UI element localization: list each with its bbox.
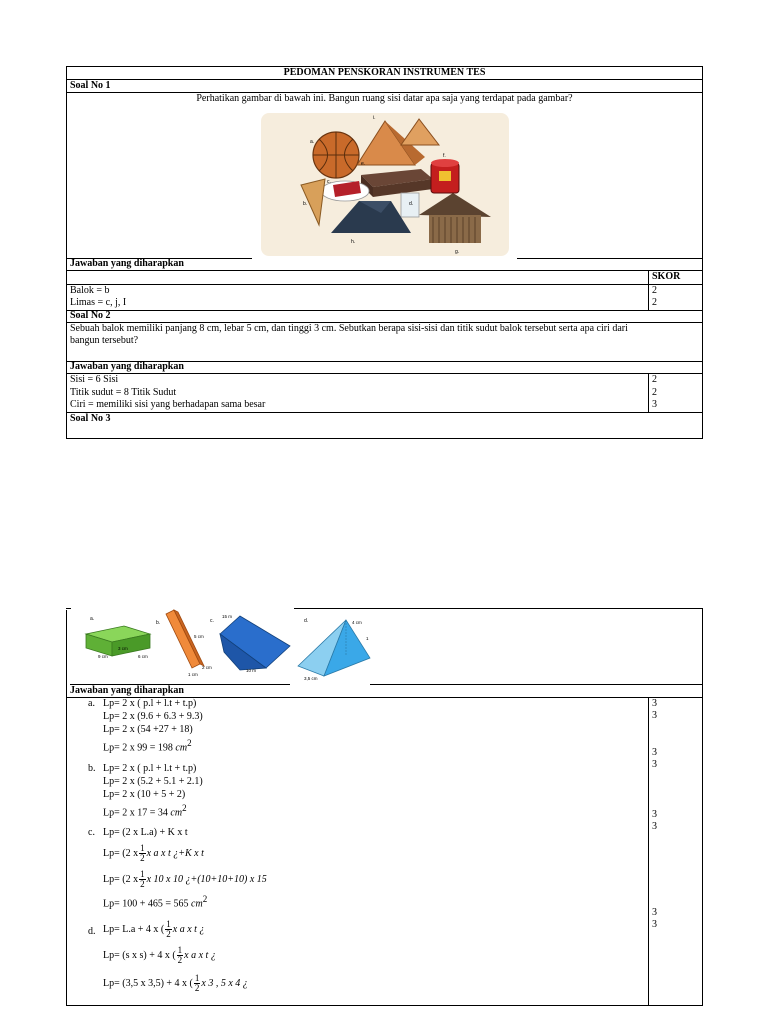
part-c-line1: Lp= (2 x L.a) + K x t: [103, 827, 188, 838]
score-sisi: 2: [652, 374, 657, 385]
part-a-line1: Lp= 2 x ( p.l + l.t + t.p): [103, 698, 197, 709]
label-f: f.: [443, 153, 446, 159]
answer-ciri: Ciri = memiliki sisi yang berhadapan sama besar: [70, 399, 266, 410]
soal-2-label: Soal No 2: [70, 310, 111, 321]
part-a-score2: 3: [652, 710, 657, 721]
fig-a-label: a.: [90, 616, 95, 622]
label-h: h.: [351, 239, 356, 245]
label-a: a.: [310, 139, 315, 145]
part-c-score1: 3: [652, 809, 657, 820]
score-limas: 2: [652, 297, 657, 308]
part-d-line1: Lp= L.a + 4 x ( $\frac{1}{2}$ x a x t ¿: [103, 919, 205, 939]
score-balok: 2: [652, 285, 657, 296]
soal-2-question-line1: Sebuah balok memiliki panjang 8 cm, lebar 5 cm, dan tinggi 3 cm. Sebutkan berapa sisi-sisi dan titik sudut balok tersebut serta apa ciri dari: [70, 323, 628, 334]
answer-sisi: Sisi = 6 Sisi: [70, 374, 119, 385]
label-b: b.: [303, 201, 308, 207]
fig-b-dim3: 1 cm: [188, 672, 198, 677]
label-d: d.: [409, 201, 414, 207]
soal-1-label: Soal No 1: [70, 80, 111, 91]
fig-b-label: b.: [156, 620, 161, 626]
fig-c-dim1: 15 m: [222, 614, 233, 619]
soal-2-answer-header: Jawaban yang diharapkan: [70, 361, 184, 372]
soal-1-answer-header: Jawaban yang diharapkan: [70, 258, 184, 269]
solids-figures: [70, 606, 380, 686]
part-a-score1: 3: [652, 698, 657, 709]
fig-c-dim2: 10 m: [246, 668, 257, 673]
answer-limas: Limas = c, j, I: [70, 297, 127, 308]
part-d-score2: 3: [652, 919, 657, 930]
fig-d-dim2: 3,5 cm: [304, 676, 318, 681]
soal-2-question-line2: bangun tersebut?: [70, 335, 139, 346]
part-b-line4: Lp= 2 x 17 = 34 $cm^2$: [103, 803, 187, 819]
part-d-line2: Lp= (s x s) + 4 x ( $\frac{1}{2}$ x a x t ¿: [103, 945, 216, 965]
label-c: c.: [327, 179, 331, 185]
soal-1-question: Perhatikan gambar di bawah ini. Bangun ruang sisi datar apa saja yang terdapat pada gambar?: [196, 93, 573, 104]
label-i-top: i.: [373, 115, 376, 121]
polyhedra-objects-illustration: [261, 113, 509, 256]
part-c-line2: Lp= (2 x $\frac{1}{2}$ x a x t ¿+K x t: [103, 843, 204, 863]
part-d-line3: Lp= (3,5 x 3,5) + 4 x ( $\frac{1}{2}$ x 3 , 5 x 4 ¿: [103, 973, 248, 993]
part-c-line4: Lp= 100 + 465 = 565 $cm^2$: [103, 894, 208, 910]
part-a-line4: Lp= 2 x 99 = 198 $cm^2$: [103, 738, 192, 754]
fig-b-dim1: 5 cm: [194, 634, 204, 639]
part-b-score2: 3: [652, 759, 657, 770]
skor-header: SKOR: [652, 271, 681, 282]
fig-a-dim2: 9 cm: [98, 654, 108, 659]
part-d-marker: d.: [88, 926, 96, 937]
part-b-line1: Lp= 2 x ( p.l + l.t + t.p): [103, 763, 197, 774]
fig-a-dim1: 3 cm: [118, 646, 128, 651]
score-titik-sudut: 2: [652, 387, 657, 398]
part-c-line3: Lp= (2 x $\frac{1}{2}$ x 10 x 10 ¿+(10+10+10) x 15: [103, 869, 267, 889]
label-g: g.: [455, 249, 460, 255]
part-a-line2: Lp= 2 x (9.6 + 6.3 + 9.3): [103, 711, 203, 722]
fig-a-dim3: 6 cm: [138, 654, 148, 659]
part-a-marker: a.: [88, 698, 95, 709]
page-title: PEDOMAN PENSKORAN INSTRUMEN TES: [283, 67, 486, 78]
part-b-score1: 3: [652, 747, 657, 758]
fig-d-dim3: 1: [366, 636, 369, 641]
part-a-line3: Lp= 2 x (54 +27 + 18): [103, 724, 193, 735]
answer-balok: Balok = b: [70, 285, 110, 296]
part-b-line2: Lp= 2 x (5.2 + 5.1 + 2.1): [103, 776, 203, 787]
page2-answer-header: Jawaban yang diharapkan: [70, 685, 184, 696]
part-b-marker: b.: [88, 763, 96, 774]
fig-d-dim1: 4 cm: [352, 620, 362, 625]
fig-c-label: c.: [210, 618, 214, 624]
score-ciri: 3: [652, 399, 657, 410]
part-d-score1: 3: [652, 907, 657, 918]
part-c-marker: c.: [88, 827, 95, 838]
answer-titik-sudut: Titik sudut = 8 Titik Sudut: [70, 387, 177, 398]
fig-d-label: d.: [304, 618, 309, 624]
fig-b-dim2: 2 cm: [202, 665, 212, 670]
soal-3-label: Soal No 3: [70, 413, 111, 424]
part-b-line3: Lp= 2 x (10 + 5 + 2): [103, 789, 186, 800]
part-c-score2: 3: [652, 821, 657, 832]
label-e: e.: [361, 161, 366, 167]
objects-svg: [261, 113, 509, 256]
